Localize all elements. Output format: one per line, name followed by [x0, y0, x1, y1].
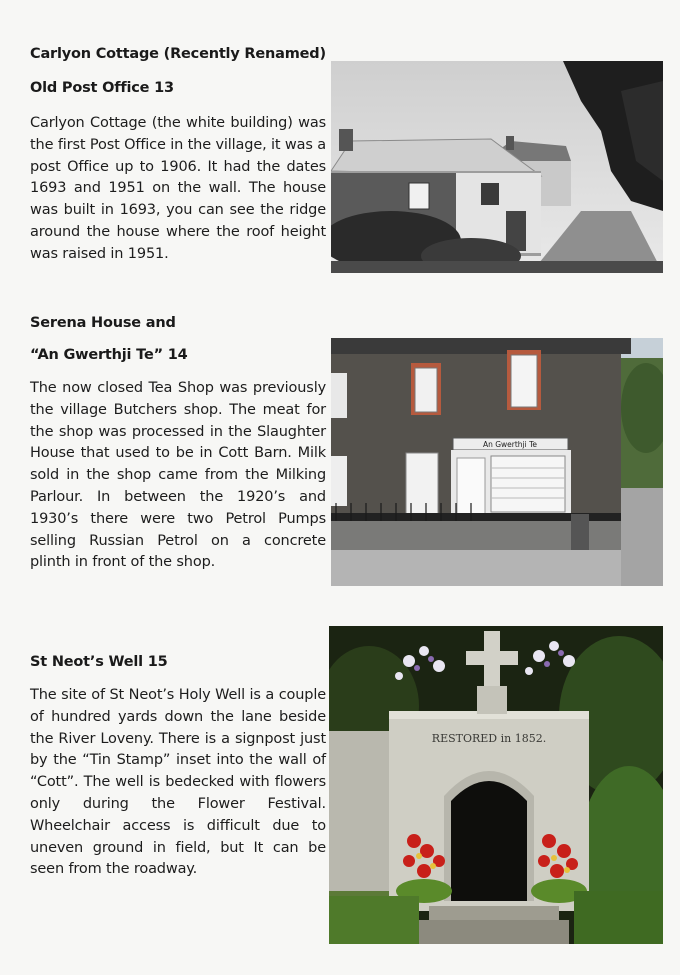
section-title: Carlyon Cottage (Recently Renamed) — [30, 46, 326, 62]
section-subtitle: Old Post Office 13 — [30, 80, 174, 96]
old-post-office-photo — [331, 61, 663, 273]
section-body: Carlyon Cottage (the white building) was the first Post Office in the village, it was a post Office up to 1906. It had the dates 1693 and 1951 on the wall. The house was built in 1693, you can see the ridge around the house where the roof height was raised in 1951. — [30, 115, 326, 262]
serena-house-photo — [331, 338, 663, 586]
section-body: The now closed Tea Shop was previously the village Butchers shop. The meat for the shop was processed in the Slaughter House that used to be in Cott Barn. Milk sold in the shop came from the Milking Parlour. In between the 1920’s and 1930’s there were two Petrol Pumps selling Russian Petrol on a concrete plinth in front of the shop. — [30, 380, 326, 571]
section-subtitle: “An Gwerthji Te” 14 — [30, 347, 188, 363]
section-body: The site of St Neot’s Holy Well is a couple of hundred yards down the lane beside the River Loveny. There is a signpost just by the “Tin Stamp” inset into the wall of “Cott”. The well is bedecked with flowers only during the Flower Festival. Wheelchair access is difficult due to uneven ground in field, but It can be seen from the roadway. — [30, 687, 326, 878]
restored-plaque: RESTORED in 1852. — [431, 732, 547, 745]
shop-sign: An Gwerthji Te — [482, 440, 538, 449]
section-title: St Neot’s Well 15 — [30, 654, 168, 670]
st-neots-well-photo — [329, 626, 663, 944]
section-title: Serena House and — [30, 315, 176, 331]
